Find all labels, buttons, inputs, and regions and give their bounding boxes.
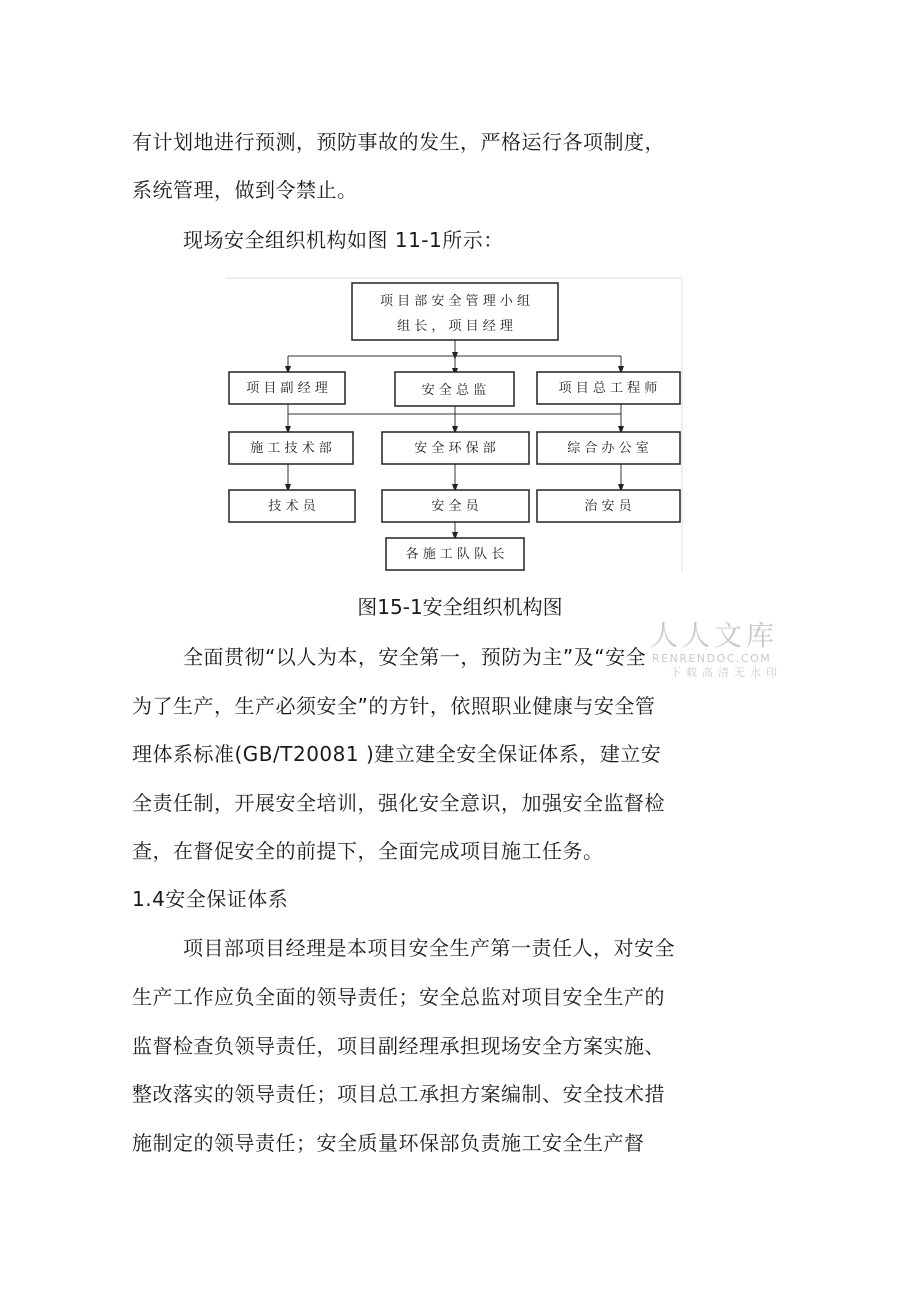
watermark-sub: 下载高清无水印	[670, 666, 782, 679]
paragraph3-line: 项目部项目经理是本项目安全生产第一责任人，对安全	[183, 936, 675, 960]
figure-caption: 图15-1安全组织机构图	[357, 595, 563, 619]
level3-label: 综 合 办 公 室	[567, 441, 649, 456]
paragraph1-line1: 有计划地进行预测，预防事故的发生，严格运行各项制度，	[132, 130, 665, 154]
level4-label: 治 安 员	[584, 499, 632, 514]
paragraph3-line: 生产工作应负全面的领导责任；安全总监对项目安全生产的	[132, 985, 665, 1009]
paragraph2-line: 查，在督促安全的前提下，全面完成项目施工任务。	[132, 839, 604, 863]
level3-label: 施 工 技 术 部	[250, 441, 332, 456]
level5-label: 各 施 工 队 队 长	[405, 547, 505, 562]
intro-text: 现场安全组织机构如图 11-1所示：	[183, 228, 504, 252]
watermark-title: 人人文库	[650, 619, 779, 652]
level2-label: 项 目 总 工 程 师	[558, 381, 658, 396]
org-chart	[226, 274, 686, 574]
watermark	[650, 620, 782, 680]
top-box-line2: 组 长 ， 项 目 经 理	[397, 319, 513, 334]
level4-label: 技 术 员	[268, 499, 316, 514]
section-heading: 1.4安全保证体系	[132, 887, 289, 911]
level3-label: 安 全 环 保 部	[414, 441, 496, 456]
level2-label: 安 全 总 监	[421, 383, 487, 398]
top-box-line1: 项 目 部 安 全 管 理 小 组	[379, 294, 531, 309]
watermark-site: RENRENDOC.COM	[652, 652, 772, 665]
paragraph1-line2: 系统管理，做到令禁止。	[132, 178, 358, 202]
paragraph2-line: 为了生产，生产必须安全”的方针，依照职业健康与安全管	[132, 694, 656, 718]
paragraph3-line: 监督检查负领导责任，项目副经理承担现场安全方案实施、	[132, 1034, 665, 1058]
level4-label: 安 全 员	[431, 499, 479, 514]
paragraph2-line: 理体系标准(GB/T20081 )建立建全安全保证体系，建立安	[132, 742, 662, 766]
level2-label: 项 目 副 经 理	[246, 381, 328, 396]
paragraph2-line: 全责任制，开展安全培训，强化安全意识，加强安全监督检	[132, 791, 665, 815]
paragraph3-line: 整改落实的领导责任；项目总工承担方案编制、安全技术措	[132, 1082, 665, 1106]
paragraph2-line: 全面贯彻“以人为本，安全第一，预防为主”及“安全	[183, 645, 647, 669]
paragraph3-line: 施制定的领导责任；安全质量环保部负责施工安全生产督	[132, 1131, 645, 1155]
